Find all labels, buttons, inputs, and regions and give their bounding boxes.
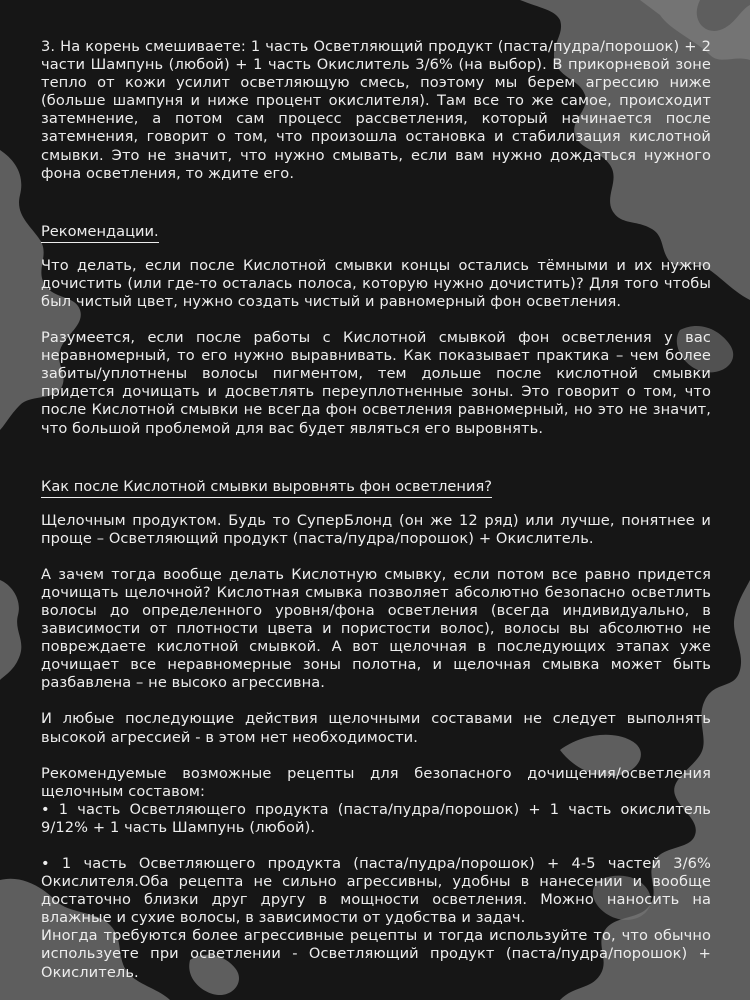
recipe-item-2: • 1 часть Осветляющего продукта (паста/пудра/порошок) + 4-5 частей 3/6% Окислителя.Оба рецепта не сильно агрессивны, удобны в нанесении и вообще достаточно близки друг другу в мощности осветления. Можно наносить на влажные и сухие волосы, в зависимости от удобства и задач.: [41, 855, 711, 927]
paragraph-why-acid-wash: А зачем тогда вообще делать Кислотную смывку, если потом все равно придется дочищать щелочной? Кислотная смывка позволяет абсолютно безопасно осветлить волосы до определенного уровня/фона осветления (всегда индивидуально, в зависимости от плотности цвета и пористости волос), волосы вы абсолютно не повреждаете кислотной смывкой. А вот щелочная в последующих этапах уже дочищает все неравномерные зоны полотна, и щелочная смывка может быть разбавлена – не высоко агрессивна.: [41, 565, 711, 692]
paragraph-root-recipe: 3. На корень смешиваете: 1 часть Осветляющий продукт (паста/пудра/порошок) + 2 части Шампунь (любой) + 1 часть Окислитель 3/6% (на выбор). В прикорневой зоне тепло от кожи усилит осветляющую смесь, поэтому мы берем агрессию ниже (больше шампуня и ниже процент окислителя). Там все то же самое, происходит затемнение, а потом сам процесс рассветления, который начинается после затемнения, говорит о том, что произошла остановка и стабилизация кислотной смывки. Это не значит, что нужно смывать, если вам нужно дождаться нужного фона осветления, то ждите его.: [41, 38, 711, 182]
heading-how-to-even: Как после Кислотной смывки выровнять фон осветления?: [41, 478, 492, 498]
heading-recommendations: Рекомендации.: [41, 223, 159, 243]
splash-left-lower: [0, 580, 21, 680]
document-page: [41, 38, 711, 982]
recipe-item-1: • 1 часть Осветляющего продукта (паста/пудра/порошок) + 1 часть окислитель 9/12% + 1 часть Шампунь (любой).: [41, 800, 711, 836]
paragraph-closing: Иногда требуются более агрессивные рецепты и тогда используйте то, что обычно используете при осветлении - Осветляющий продукт (паста/пудра/порошок) + Окислитель.: [41, 927, 711, 981]
paragraph-no-high-aggression: И любые последующие действия щелочными составами не следует выполнять высокой агрессией - в этом нет необходимости.: [41, 710, 711, 746]
paragraph-uneven-background: Разумеется, если после работы с Кислотной смывкой фон осветления у вас неравномерный, то его нужно выравнивать. Как показывает практика – чем более забиты/уплотнены волосы пигментом, тем дольше после кислотной смывки придется дочищать и досветлять переуплотненные зоны. Это говорит о том, что после Кислотной смывки не всегда фон осветления равномерный, но это не значит, что большой проблемой для вас будет являться его выровнять.: [41, 329, 711, 437]
paragraph-recipes-intro: Рекомендуемые возможные рецепты для безопасного дочищения/осветления щелочным составом:: [41, 764, 711, 800]
paragraph-alkaline-product: Щелочным продуктом. Будь то СуперБлонд (он же 12 ряд) или лучше, понятнее и проще – Осветляющий продукт (паста/пудра/порошок) + Окислитель.: [41, 511, 711, 547]
paragraph-dark-ends: Что делать, если после Кислотной смывки концы остались тёмными и их нужно дочистить (или где-то осталась полоса, которую нужно дочистить)? Для того чтобы был чистый цвет, нужно создать чистый и равномерный фон осветления.: [41, 256, 711, 310]
